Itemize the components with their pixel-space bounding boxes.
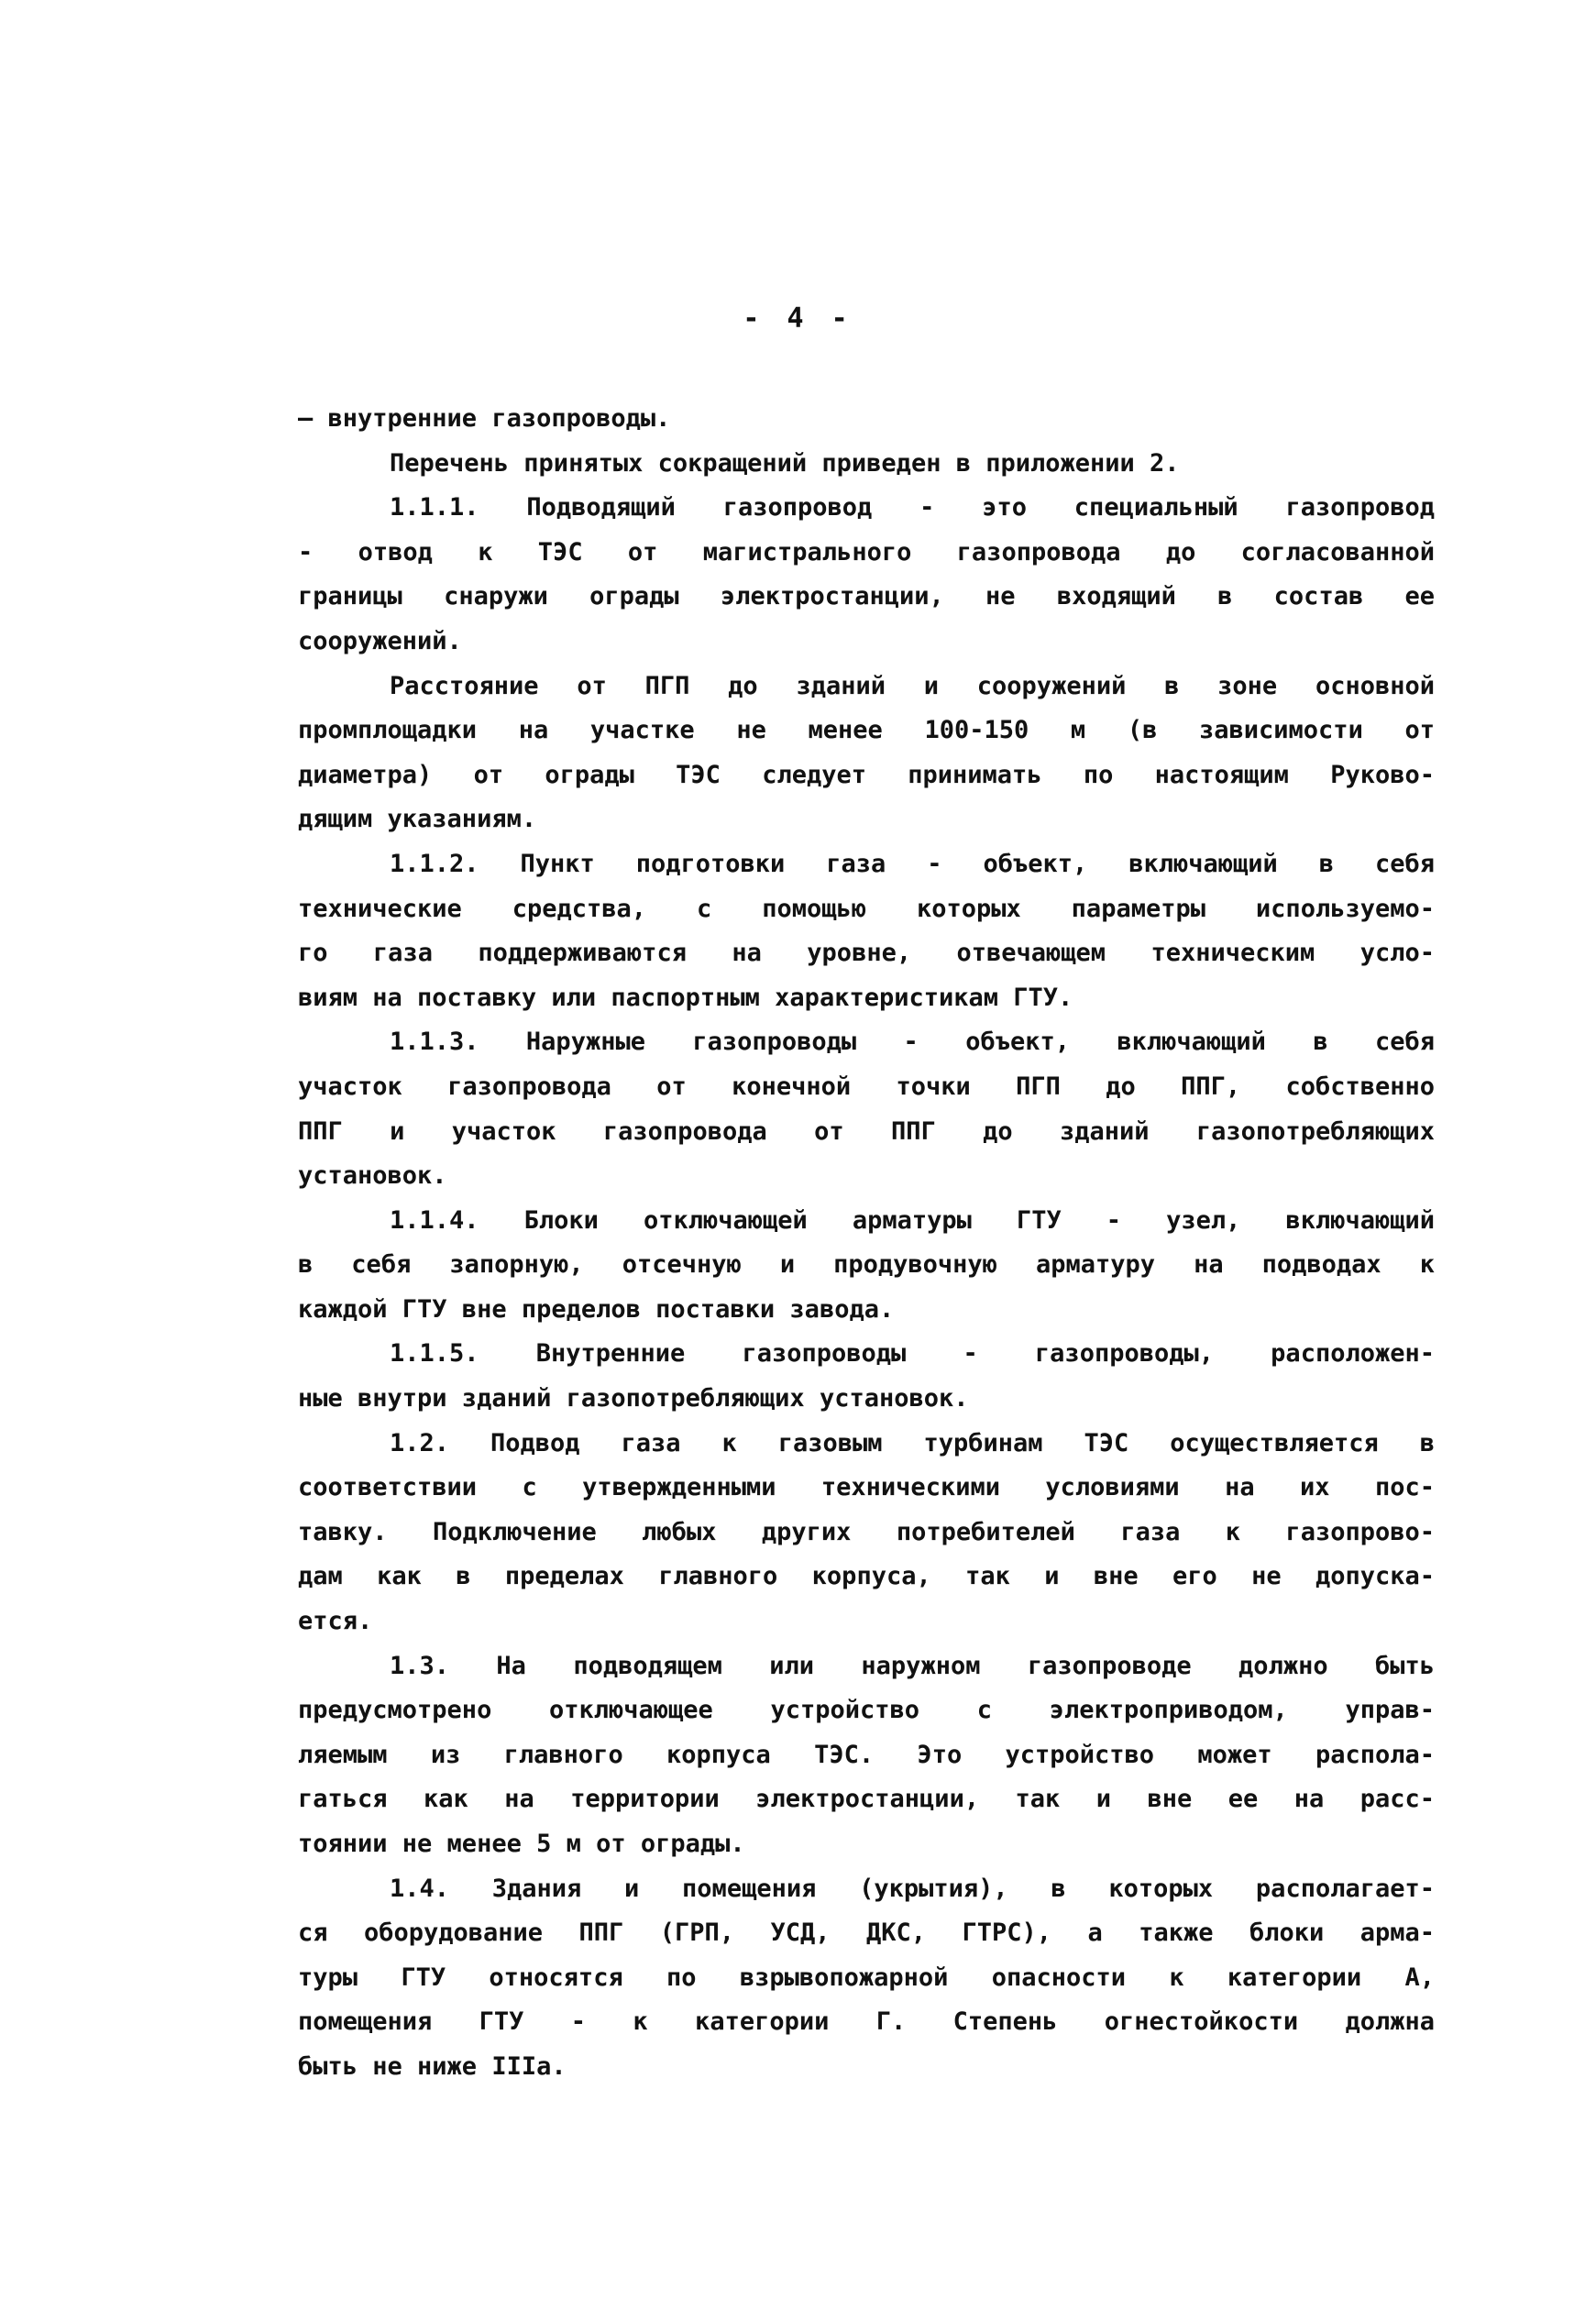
text-line: тавку. Подключение любых других потребителей газа к газопрово- (298, 1517, 1435, 1546)
text-line: 1.1.2. Пункт подготовки газа - объект, включающий в себя (390, 849, 1435, 878)
text-line: — внутренние газопроводы. (298, 404, 671, 433)
text-line: гаться как на территории электростанции, так и вне ее на расс- (298, 1785, 1435, 1814)
text-line: 1.1.4. Блоки отключающей арматуры ГТУ - узел, включающий (390, 1205, 1435, 1235)
text-line: участок газопровода от конечной точки ПГП до ППГ, собственно (298, 1072, 1435, 1101)
text-line: ся оборудование ППГ (ГРП, УСД, ДКС, ГТРС), а также блоки арма- (298, 1919, 1435, 1948)
document-body (298, 397, 1435, 2090)
text-line: Расстояние от ПГП до зданий и сооружений в зоне основной (390, 671, 1435, 700)
text-line: дам как в пределах главного корпуса, так и вне его не допуска- (298, 1562, 1435, 1591)
text-line: ные внутри зданий газопотребляющих установок. (298, 1384, 969, 1413)
text-line: 1.1.3. Наружные газопроводы - объект, включающий в себя (390, 1028, 1435, 1057)
text-line: установок. (298, 1161, 447, 1191)
text-line: 1.1.1. Подводящий газопровод - это специальный газопровод (390, 493, 1435, 522)
text-line: в себя запорную, отсечную и продувочную арматуру на подводах к (298, 1250, 1435, 1280)
page-number: - 4 - (743, 302, 853, 335)
text-line: туры ГТУ относятся по взрывопожарной опасности к категории А, (298, 1963, 1435, 1992)
text-line: 1.3. На подводящем или наружном газопроводе должно быть (390, 1651, 1435, 1680)
text-line: 1.2. Подвод газа к газовым турбинам ТЭС осуществляется в (390, 1428, 1435, 1457)
text-line: предусмотрено отключающее устройство с электроприводом, управ- (298, 1696, 1435, 1725)
text-line: границы снаружи ограды электростанции, не входящий в состав ее (298, 582, 1435, 611)
text-line: помещения ГТУ - к категории Г. Степень огнестойкости должна (298, 2007, 1435, 2037)
text-line: Перечень принятых сокращений приведен в приложении 2. (390, 448, 1180, 478)
text-line: 1.1.5. Внутренние газопроводы - газопроводы, расположен- (390, 1339, 1435, 1369)
text-line: дящим указаниям. (298, 805, 537, 834)
text-line: ется. (298, 1607, 373, 1636)
text-line: - отвод к ТЭС от магистрального газопровода до согласованной (298, 537, 1435, 566)
text-line: ППГ и участок газопровода от ППГ до зданий газопотребляющих (298, 1116, 1435, 1146)
text-line: каждой ГТУ вне пределов поставки завода. (298, 1294, 895, 1324)
text-line: 1.4. Здания и помещения (укрытия), в которых располагает- (390, 1874, 1435, 1903)
text-line: технические средства, с помощью которых параметры используемо- (298, 894, 1435, 923)
text-line: ляемым из главного корпуса ТЭС. Это устройство может распола- (298, 1740, 1435, 1769)
text-line: соответствии с утвержденными техническими условиями на их пос- (298, 1473, 1435, 1502)
text-line: промплощадки на участке не менее 100-150 м (в зависимости от (298, 716, 1435, 745)
text-line: виям на поставку или паспортным характеристикам ГТУ. (298, 983, 1073, 1012)
text-line: быть не ниже IIIа. (298, 2051, 567, 2081)
text-line: сооружений. (298, 626, 462, 655)
text-line: го газа поддерживаются на уровне, отвечающем техническим усло- (298, 939, 1435, 968)
text-line: тоянии не менее 5 м от ограды. (298, 1830, 745, 1858)
text-line: диаметра) от ограды ТЭС следует принимать по настоящим Руково- (298, 760, 1435, 789)
